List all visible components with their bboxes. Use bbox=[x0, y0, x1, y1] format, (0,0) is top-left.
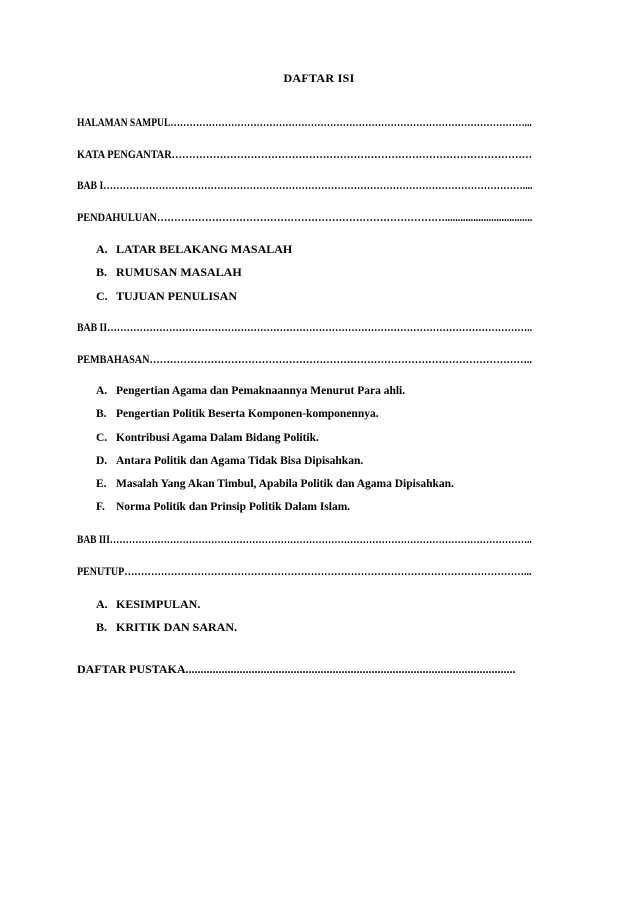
list-item bbox=[96, 597, 200, 611]
list-item-text: TUJUAN PENULISAN bbox=[116, 289, 238, 303]
list-item-letter: D. bbox=[96, 455, 108, 467]
toc-entry-pendahuluan: PENDAHULUAN………………………………………………………………………….................................. bbox=[77, 210, 533, 224]
list-item-letter: C. bbox=[96, 289, 108, 303]
list-item-text: Masalah Yang Akan Timbul, Apabila Politik dan Agama Dipisahkan. bbox=[116, 478, 454, 490]
list-item-text: KRITIK DAN SARAN. bbox=[116, 620, 238, 634]
list-item-text: RUMUSAN MASALAH bbox=[116, 265, 242, 279]
list-item-letter: A. bbox=[96, 385, 108, 397]
toc-entry-bab-ii: BAB II………………………………………………………………………………………………………………….. bbox=[77, 320, 533, 334]
toc-entry-halaman-sampul: HALAMAN SAMPUL…………………………………………………………………………………………………... bbox=[77, 115, 532, 129]
list-item bbox=[96, 242, 292, 256]
toc-entry-kata-pengantar: KATA PENGANTAR…………………………………………………………………………………………… bbox=[77, 147, 533, 161]
list-item-text: Kontribusi Agama Dalam Bidang Politik. bbox=[116, 432, 319, 444]
toc-entry-daftar-pustaka: DAFTAR PUSTAKA.............................................................................................................. bbox=[77, 662, 516, 676]
list-item-letter: B. bbox=[96, 265, 108, 279]
toc-entry-bab-i: BAB I………………………………………………………………………………………………………………….... bbox=[77, 178, 533, 192]
list-item bbox=[96, 265, 242, 279]
list-item-text: Pengertian Agama dan Pemaknaannya Menurut Para ahli. bbox=[116, 385, 406, 397]
list-item bbox=[96, 454, 363, 468]
list-item-letter: C. bbox=[96, 432, 108, 444]
toc-entry-pembahasan: PEMBAHASAN………………………………………………………………………………………………….. bbox=[77, 352, 533, 366]
list-item bbox=[96, 620, 237, 634]
list-item-letter: B. bbox=[96, 408, 107, 420]
list-item bbox=[96, 289, 237, 303]
list-item-text: KESIMPULAN. bbox=[116, 597, 201, 611]
list-item-text: Pengertian Politik Beserta Komponen-komponennya. bbox=[116, 408, 379, 420]
list-item bbox=[96, 384, 405, 398]
list-item-letter: A. bbox=[96, 597, 108, 611]
list-item bbox=[96, 477, 454, 491]
list-item bbox=[96, 431, 319, 445]
list-item-letter: B. bbox=[96, 620, 108, 634]
page-title: DAFTAR ISI bbox=[283, 71, 355, 85]
list-item-text: Antara Politik dan Agama Tidak Bisa Dipisahkan. bbox=[116, 455, 364, 467]
list-item-letter: E. bbox=[96, 478, 107, 490]
list-item-letter: F. bbox=[96, 501, 105, 513]
list-item-letter: A. bbox=[96, 242, 108, 256]
list-item-text: LATAR BELAKANG MASALAH bbox=[116, 242, 293, 256]
list-item bbox=[96, 407, 379, 421]
toc-entry-bab-iii: BAB III…………………………………………………………………………………………………………………….. bbox=[77, 532, 532, 546]
list-item-text: Norma Politik dan Prinsip Politik Dalam Islam. bbox=[116, 501, 351, 513]
list-item bbox=[96, 500, 350, 514]
toc-entry-penutup: PENUTUP…………………………………………………………………………………………………………... bbox=[77, 564, 532, 578]
